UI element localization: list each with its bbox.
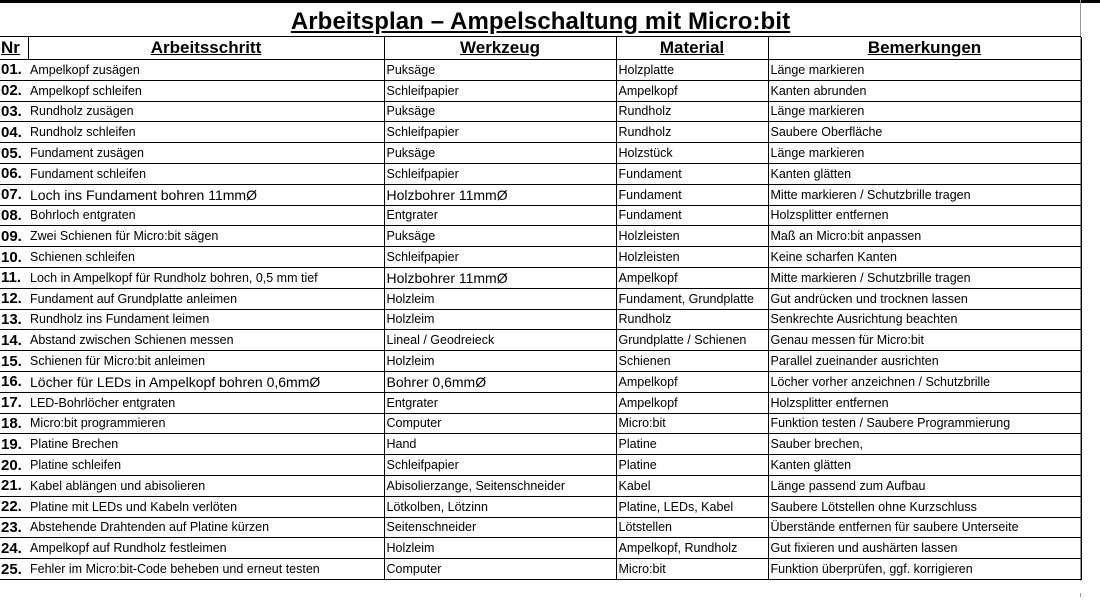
row-notes: Maß an Micro:bit anpassen: [768, 226, 1081, 247]
row-step: Ampelkopf schleifen: [28, 80, 384, 101]
table-row: [0, 60, 1081, 81]
row-number: 06.: [0, 163, 28, 184]
table-row: [0, 517, 1081, 538]
row-step: Rundholz schleifen: [28, 122, 384, 143]
row-material: Micro:bit: [616, 413, 768, 434]
page-tick: [1080, 593, 1081, 597]
row-step: Platine Brechen: [28, 434, 384, 455]
row-tool: Holzbohrer 11mmØ: [384, 267, 616, 288]
row-material: Rundholz: [616, 101, 768, 122]
table-row: [0, 392, 1081, 413]
row-tool: Schleifpapier: [384, 80, 616, 101]
row-number: 23.: [0, 517, 28, 538]
row-step: Fehler im Micro:bit-Code beheben und erneut testen: [28, 559, 384, 580]
row-step: Abstehende Drahtenden auf Platine kürzen: [28, 517, 384, 538]
row-number: 02.: [0, 80, 28, 101]
row-material: Ampelkopf: [616, 267, 768, 288]
row-notes: Gut andrücken und trocknen lassen: [768, 288, 1081, 309]
row-step: Loch in Ampelkopf für Rundholz bohren, 0,5 mm tief: [28, 267, 384, 288]
row-notes: Gut fixieren und aushärten lassen: [768, 538, 1081, 559]
row-notes: Länge markieren: [768, 101, 1081, 122]
row-number: 05.: [0, 143, 28, 164]
row-tool: Schleifpapier: [384, 163, 616, 184]
row-material: Ampelkopf: [616, 371, 768, 392]
row-notes: Holzsplitter entfernen: [768, 205, 1081, 226]
row-notes: Senkrechte Ausrichtung beachten: [768, 309, 1081, 330]
work-plan-sheet: [0, 7, 1081, 580]
page-title: Arbeitsplan – Ampelschaltung mit Micro:bit: [290, 7, 791, 35]
row-tool: Puksäge: [384, 60, 616, 81]
table-row: [0, 538, 1081, 559]
row-tool: Puksäge: [384, 226, 616, 247]
table-row: [0, 80, 1081, 101]
row-number: 21.: [0, 475, 28, 496]
row-tool: Bohrer 0,6mmØ: [384, 371, 616, 392]
header-row: [0, 37, 1081, 60]
table-row: [0, 496, 1081, 517]
row-notes: Kanten glätten: [768, 455, 1081, 476]
row-material: Platine: [616, 434, 768, 455]
row-material: Holzplatte: [616, 60, 768, 81]
row-material: Fundament: [616, 163, 768, 184]
table-row: [0, 205, 1081, 226]
row-tool: Lineal / Geodreieck: [384, 330, 616, 351]
row-step: Rundholz zusägen: [28, 101, 384, 122]
row-number: 18.: [0, 413, 28, 434]
row-step: Abstand zwischen Schienen messen: [28, 330, 384, 351]
row-notes: Sauber brechen,: [768, 434, 1081, 455]
row-notes: Holzsplitter entfernen: [768, 392, 1081, 413]
header-nr: Nr: [0, 37, 28, 60]
row-step: Micro:bit programmieren: [28, 413, 384, 434]
header-notes: Bemerkungen: [768, 37, 1081, 60]
row-material: Rundholz: [616, 309, 768, 330]
row-notes: Kanten glätten: [768, 163, 1081, 184]
row-material: Fundament: [616, 184, 768, 205]
row-tool: Puksäge: [384, 143, 616, 164]
row-step: Löcher für LEDs in Ampelkopf bohren 0,6mmØ: [28, 371, 384, 392]
row-tool: Seitenschneider: [384, 517, 616, 538]
row-material: Platine, LEDs, Kabel: [616, 496, 768, 517]
row-number: 03.: [0, 101, 28, 122]
row-step: Fundament zusägen: [28, 143, 384, 164]
table-row: [0, 101, 1081, 122]
row-tool: Entgrater: [384, 392, 616, 413]
row-number: 10.: [0, 247, 28, 268]
row-material: Kabel: [616, 475, 768, 496]
row-step: Schienen schleifen: [28, 247, 384, 268]
row-number: 16.: [0, 371, 28, 392]
row-notes: Keine scharfen Kanten: [768, 247, 1081, 268]
row-step: Ampelkopf auf Rundholz festleimen: [28, 538, 384, 559]
row-tool: Schleifpapier: [384, 122, 616, 143]
row-material: Rundholz: [616, 122, 768, 143]
table-row: [0, 371, 1081, 392]
row-notes: Saubere Lötstellen ohne Kurzschluss: [768, 496, 1081, 517]
row-tool: Entgrater: [384, 205, 616, 226]
row-number: 12.: [0, 288, 28, 309]
row-tool: Abisolierzange, Seitenschneider: [384, 475, 616, 496]
row-number: 09.: [0, 226, 28, 247]
row-step: Schienen für Micro:bit anleimen: [28, 351, 384, 372]
row-step: LED-Bohrlöcher entgraten: [28, 392, 384, 413]
table-row: [0, 559, 1081, 580]
table-row: [0, 475, 1081, 496]
table-row: [0, 143, 1081, 164]
row-step: Rundholz ins Fundament leimen: [28, 309, 384, 330]
row-number: 15.: [0, 351, 28, 372]
row-notes: Funktion überprüfen, ggf. korrigieren: [768, 559, 1081, 580]
row-notes: Länge markieren: [768, 60, 1081, 81]
row-tool: Holzleim: [384, 351, 616, 372]
table-row: [0, 351, 1081, 372]
row-step: Loch ins Fundament bohren 11mmØ: [28, 184, 384, 205]
row-tool: Holzleim: [384, 538, 616, 559]
row-step: Platine schleifen: [28, 455, 384, 476]
row-number: 19.: [0, 434, 28, 455]
row-step: Platine mit LEDs und Kabeln verlöten: [28, 496, 384, 517]
row-material: Schienen: [616, 351, 768, 372]
row-step: Fundament auf Grundplatte anleimen: [28, 288, 384, 309]
table-row: [0, 184, 1081, 205]
row-number: 24.: [0, 538, 28, 559]
row-notes: Länge markieren: [768, 143, 1081, 164]
row-tool: Puksäge: [384, 101, 616, 122]
row-material: Grundplatte / Schienen: [616, 330, 768, 351]
row-number: 08.: [0, 205, 28, 226]
row-step: Fundament schleifen: [28, 163, 384, 184]
table-row: [0, 226, 1081, 247]
row-step: Bohrloch entgraten: [28, 205, 384, 226]
row-tool: Lötkolben, Lötzinn: [384, 496, 616, 517]
row-number: 22.: [0, 496, 28, 517]
row-material: Lötstellen: [616, 517, 768, 538]
row-material: Ampelkopf, Rundholz: [616, 538, 768, 559]
row-notes: Mitte markieren / Schutzbrille tragen: [768, 184, 1081, 205]
row-step: Zwei Schienen für Micro:bit sägen: [28, 226, 384, 247]
row-tool: Computer: [384, 413, 616, 434]
row-notes: Länge passend zum Aufbau: [768, 475, 1081, 496]
row-material: Ampelkopf: [616, 392, 768, 413]
table-row: [0, 267, 1081, 288]
row-number: 11.: [0, 267, 28, 288]
row-tool: Holzleim: [384, 309, 616, 330]
row-notes: Funktion testen / Saubere Programmierung: [768, 413, 1081, 434]
table-row: [0, 309, 1081, 330]
row-notes: Überstände entfernen für saubere Unterseite: [768, 517, 1081, 538]
row-notes: Kanten abrunden: [768, 80, 1081, 101]
row-number: 04.: [0, 122, 28, 143]
row-notes: Löcher vorher anzeichnen / Schutzbrille: [768, 371, 1081, 392]
table-row: [0, 455, 1081, 476]
row-material: Holzleisten: [616, 247, 768, 268]
row-tool: Schleifpapier: [384, 247, 616, 268]
row-tool: Hand: [384, 434, 616, 455]
row-number: 01.: [0, 60, 28, 81]
row-step: Ampelkopf zusägen: [28, 60, 384, 81]
row-step: Kabel ablängen und abisolieren: [28, 475, 384, 496]
row-number: 25.: [0, 559, 28, 580]
header-tool: Werkzeug: [384, 37, 616, 60]
row-material: Micro:bit: [616, 559, 768, 580]
row-notes: Genau messen für Micro:bit: [768, 330, 1081, 351]
header-material: Material: [616, 37, 768, 60]
row-tool: Holzbohrer 11mmØ: [384, 184, 616, 205]
table-row: [0, 288, 1081, 309]
row-tool: Holzleim: [384, 288, 616, 309]
table-row: [0, 434, 1081, 455]
table-row: [0, 330, 1081, 351]
top-border: [0, 0, 1100, 3]
row-number: 17.: [0, 392, 28, 413]
row-notes: Saubere Oberfläche: [768, 122, 1081, 143]
row-material: Platine: [616, 455, 768, 476]
row-material: Holzleisten: [616, 226, 768, 247]
row-number: 07.: [0, 184, 28, 205]
row-material: Fundament, Grundplatte: [616, 288, 768, 309]
row-tool: Computer: [384, 559, 616, 580]
row-number: 13.: [0, 309, 28, 330]
table-row: [0, 247, 1081, 268]
row-material: Fundament: [616, 205, 768, 226]
row-tool: Schleifpapier: [384, 455, 616, 476]
row-number: 14.: [0, 330, 28, 351]
row-notes: Parallel zueinander ausrichten: [768, 351, 1081, 372]
header-step: Arbeitsschritt: [28, 37, 384, 60]
table-row: [0, 413, 1081, 434]
row-material: Holzstück: [616, 143, 768, 164]
table-row: [0, 122, 1081, 143]
table-row: [0, 163, 1081, 184]
title-row: [0, 7, 1081, 37]
row-material: Ampelkopf: [616, 80, 768, 101]
row-notes: Mitte markieren / Schutzbrille tragen: [768, 267, 1081, 288]
work-plan-table: [0, 37, 1082, 580]
row-number: 20.: [0, 455, 28, 476]
